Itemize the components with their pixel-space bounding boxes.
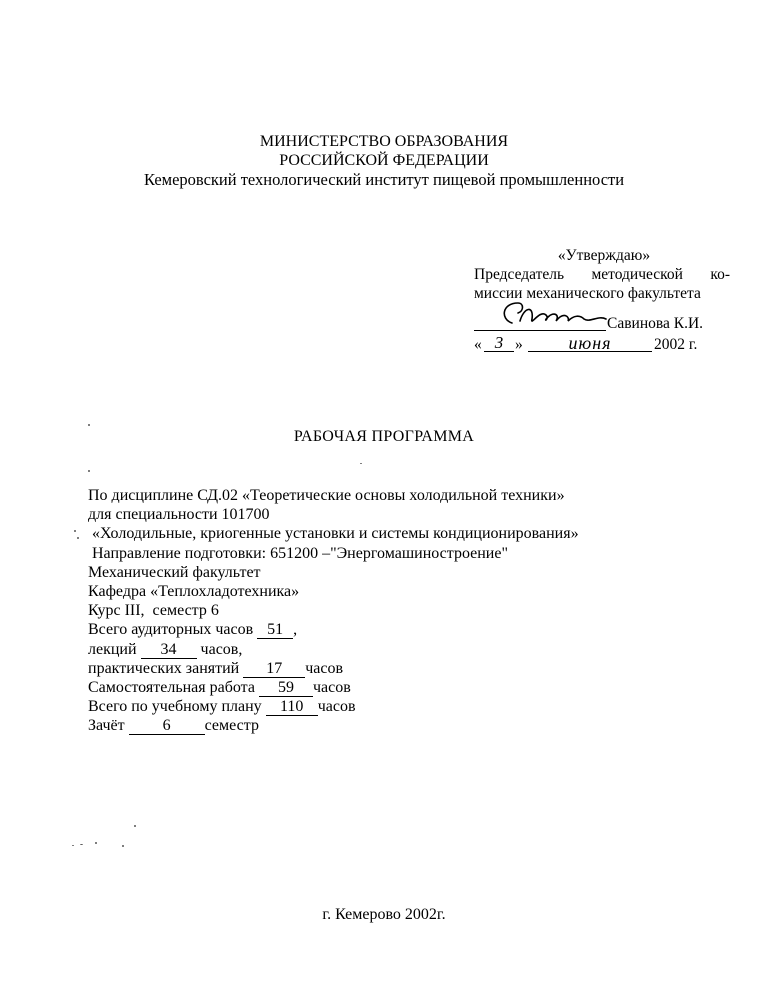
approval-date (474, 335, 730, 357)
lectures-value: 34 (141, 642, 197, 659)
self-study-unit: часов (312, 679, 351, 697)
footer-place-year: г. Кемерово 2002г. (322, 906, 446, 923)
handwritten-signature (494, 297, 614, 333)
practice-value: 17 (243, 661, 305, 678)
scan-speck (95, 842, 97, 844)
lectures-unit: часов, (196, 640, 243, 658)
discipline-line: По дисциплине СД.02 «Теоретические основы холодильной техники» (88, 487, 565, 504)
credit-value: 6 (129, 718, 205, 735)
date-day: 3 (484, 335, 514, 352)
practice-label: практических занятий (88, 659, 244, 677)
lectures-label: лекций (88, 640, 141, 658)
scan-speck (88, 424, 90, 426)
practice-unit: часов (305, 659, 344, 677)
document-title: РАБОЧАЯ ПРОГРАММА (293, 428, 475, 445)
self-study-line (88, 678, 579, 697)
specialty-name-line: «Холодильные, криогенные установки и системы кондиционирования» (88, 525, 579, 543)
ministry-line-1: МИНИСТЕРСТВО ОБРАЗОВАНИЯ (259, 133, 509, 150)
ministry-header (0, 132, 768, 189)
ministry-line-2: РОССИЙСКОЙ ФЕДЕРАЦИИ (279, 152, 489, 169)
self-study-value: 59 (259, 680, 313, 697)
faculty-line: Механический факультет (88, 563, 261, 581)
institute-name: Кемеровский технологический институт пищевой промышленности (143, 170, 625, 189)
total-hours-unit: часов (317, 698, 356, 716)
total-hours-value: 110 (266, 699, 318, 716)
total-hours-label: Всего по учебному плану (88, 698, 266, 716)
scan-speck (80, 844, 83, 845)
scan-speck (134, 825, 136, 827)
practice-line (88, 659, 579, 678)
specialty-line: для специальности 101700 (88, 506, 270, 524)
scan-speck (360, 463, 362, 464)
date-open-quote: « (474, 336, 482, 353)
scan-speck (122, 845, 124, 847)
date-month-handwritten: июня (528, 335, 652, 352)
credit-unit: семестр (204, 717, 259, 735)
scan-speck (72, 845, 74, 846)
credit-line (88, 716, 579, 735)
scan-speck (74, 530, 76, 532)
total-hours-line (88, 697, 579, 716)
direction-line: Направление подготовки: 651200 –"Энергомашиностроение" (88, 544, 508, 562)
approval-line-2: миссии механического факультета (474, 285, 701, 302)
self-study-label: Самостоятельная работа (88, 679, 259, 697)
signature-line (474, 311, 730, 335)
date-close-quote: » (515, 336, 523, 353)
auditorium-hours-value: 51 (257, 622, 293, 639)
signatory-name: Савинова К.И. (607, 315, 704, 332)
approval-block (474, 246, 730, 357)
lectures-line (88, 640, 579, 659)
scan-speck (88, 470, 90, 472)
auditorium-hours-label: Всего аудиторных часов (88, 621, 258, 639)
department-line: Кафедра «Теплохладотехника» (88, 583, 300, 601)
program-details (88, 486, 579, 736)
credit-label: Зачёт (88, 717, 129, 735)
course-line: Курс III, семестр 6 (88, 602, 219, 620)
approval-heading: «Утверждаю» (557, 247, 651, 264)
approval-line-1: Председатель методической ко- (474, 266, 730, 283)
scan-speck (77, 537, 79, 539)
auditorium-hours-line: Всего аудиторных часов 51 , (88, 621, 298, 639)
date-year: 2002 г. (654, 336, 698, 353)
